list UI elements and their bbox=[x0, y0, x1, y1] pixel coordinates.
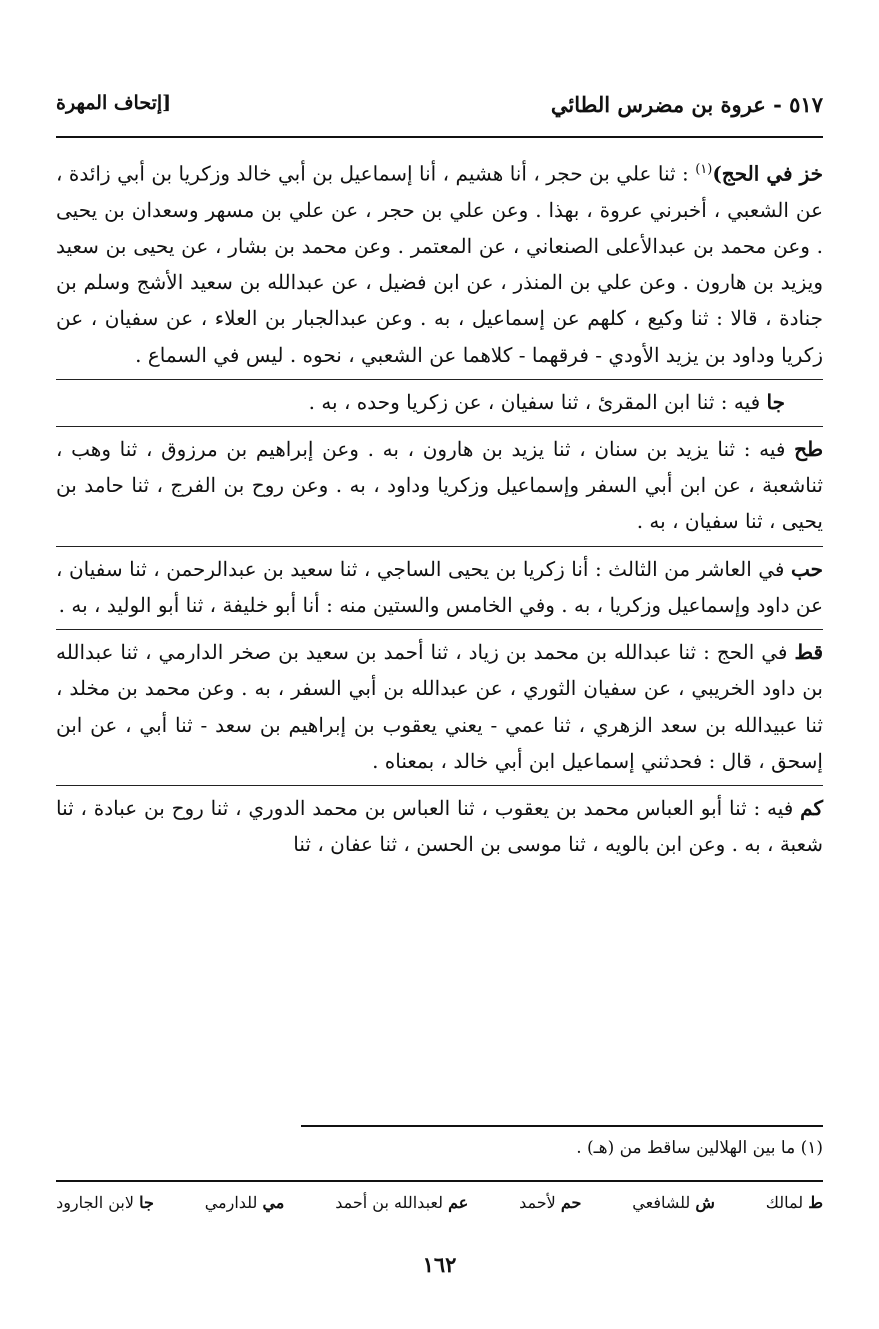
paragraph-hab bbox=[56, 551, 823, 630]
main-text bbox=[56, 152, 823, 866]
siglum: جا bbox=[766, 389, 785, 414]
chapter-title: ٥١٧ - عروة بن مضرس الطائي bbox=[550, 92, 823, 117]
paragraph-text: فيه : ثنا أبو العباس محمد بن يعقوب ، ثنا العباس بن محمد الدوري ، ثنا روح بن عبادة ، ثنا شعبة ، به . وعن ابن بالويه ، ثنا موسى بن الحسن ، ثنا عفان ، ثنا bbox=[56, 795, 823, 857]
legend-item bbox=[632, 1193, 715, 1212]
legend-code: عم bbox=[448, 1193, 469, 1212]
paragraph-ja bbox=[56, 384, 823, 427]
legend-name: لمالك bbox=[765, 1193, 804, 1212]
legend-name: لأحمد bbox=[519, 1193, 556, 1212]
book-title: [إتحاف المهرة bbox=[56, 92, 172, 114]
legend-item bbox=[205, 1193, 285, 1212]
legend-item bbox=[766, 1193, 823, 1212]
legend-item bbox=[56, 1193, 154, 1212]
legend-name: للدارمي bbox=[204, 1193, 258, 1212]
legend-code: جا bbox=[139, 1193, 154, 1212]
footnote-ref: (١) bbox=[695, 162, 713, 177]
paragraph-text: في العاشر من الثالث : أنا زكريا بن يحيى الساجي ، ثنا سعيد بن عبدالرحمن ، ثنا سفيان ، عن داود وإسماعيل وزكريا ، به . وفي الخامس والستين منه : أنا أبو خليفة ، ثنا أبو الوليد ، به . bbox=[56, 556, 823, 617]
footnote: (١) ما بين الهلالين ساقط من (هـ) . bbox=[576, 1138, 823, 1158]
paragraph-qat bbox=[56, 634, 823, 786]
legend-item bbox=[519, 1193, 581, 1212]
paragraph-tah bbox=[56, 431, 823, 547]
header-divider bbox=[56, 136, 823, 138]
siglum: طح bbox=[794, 437, 823, 462]
siglum: قط bbox=[794, 640, 824, 665]
paragraph-text: في الحج : ثنا عبدالله بن محمد بن زياد ، ثنا أحمد بن سعيد بن صخر الدارمي ، ثنا عبدالله بن داود الخريبي ، عن سفيان الثوري ، عن عبدالله بن أبي السفر ، به . وعن محمد بن مخلد ، ثنا عبيدالله بن سعد الزهري ، ثنا عمي - يعني يعقوب بن إبراهيم بن سعد - ثنا أبي ، عن ابن إسحق ، قال : فحدثني إسماعيل ابن أبي خالد ، بمعناه . bbox=[56, 640, 823, 773]
paragraph-khuz bbox=[56, 152, 823, 380]
inline-text: في الحج) bbox=[712, 161, 800, 186]
paragraph-kam bbox=[56, 790, 823, 866]
legend-name: لابن الجارود bbox=[56, 1193, 135, 1212]
abbreviation-legend bbox=[56, 1193, 823, 1212]
footnote-divider bbox=[301, 1125, 823, 1127]
page-number: ١٦٢ bbox=[422, 1252, 457, 1277]
legend-code: حم bbox=[560, 1193, 582, 1212]
paragraph-text: فيه : ثنا يزيد بن سنان ، ثنا يزيد بن هارون ، به . وعن إبراهيم بن مرزوق ، ثنا وهب ، ثناشعبة ، عن ابن أبي السفر وإسماعيل وزكريا وداود ، به . وعن روح بن الفرج ، ثنا حامد بن يحيى ، ثنا سفيان ، به . bbox=[56, 437, 823, 534]
legend-item bbox=[335, 1193, 468, 1212]
legend-name: للشافعي bbox=[632, 1193, 691, 1212]
running-header bbox=[56, 92, 823, 124]
siglum: كم bbox=[800, 795, 823, 820]
paragraph-text: فيه : ثنا ابن المقرئ ، ثنا سفيان ، عن زكريا وحده ، به . bbox=[308, 389, 767, 414]
legend-code: ش bbox=[695, 1193, 715, 1212]
siglum: خز bbox=[799, 161, 823, 186]
legend-name: لعبدالله بن أحمد bbox=[335, 1193, 443, 1212]
legend-code: مي bbox=[262, 1193, 285, 1212]
legend-code: ط bbox=[808, 1193, 823, 1212]
paragraph-text: : ثنا علي بن حجر ، أنا هشيم ، أنا إسماعيل بن أبي خالد وزكريا بن أبي زائدة ، عن الشعبي ، أخبرني عروة ، بهذا . وعن علي بن حجر ، عن علي بن مسهر وسعدان بن يحيى . وعن محمد بن عبدالأعلى الصنعاني ، عن المعتمر . وعن محمد بن بشار ، عن يحيى بن سعيد ويزيد بن هارون . وعن علي بن المنذر ، عن ابن فضيل ، عن عبدالله بن سعيد الأشج وسلم بن جنادة ، قالا : ثنا وكيع ، كلهم عن إسماعيل ، به . وعن عبدالجبار بن العلاء ، عن سفيان ، عن زكريا وداود بن يزيد الأودي - فرقهما - كلاهما عن الشعبي ، نحوه . ليس في السماع . bbox=[56, 161, 823, 367]
siglum: حب bbox=[790, 556, 823, 581]
legend-divider bbox=[56, 1180, 823, 1182]
